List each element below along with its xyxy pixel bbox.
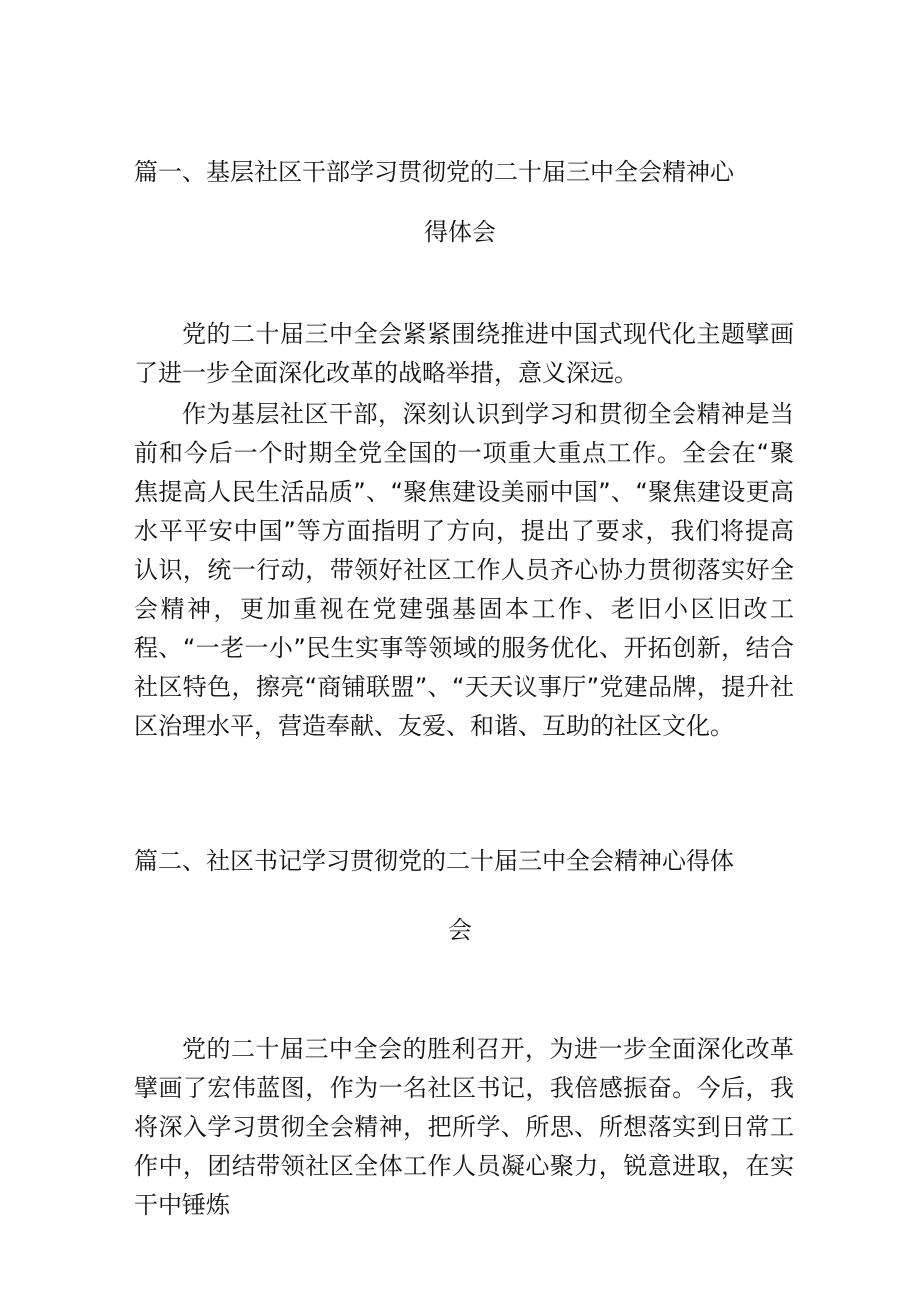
section2-paragraph-1: 党的二十届三中全会的胜利召开，为进一步全面深化改革擘画了宏伟蓝图，作为一名社区书记，我倍感振奋。今后，我将深入学习贯彻全会精神，把所学、所思、所想落实到日常工作中，团结带领社区全体工作人员凝心聚力，锐意进取，在实干中锤炼 bbox=[134, 1035, 794, 1219]
section1-title-line2: 得体会 bbox=[424, 218, 496, 246]
section1-title-line1: 篇一、基层社区干部学习贯彻党的二十届三中全会精神心 bbox=[134, 158, 734, 186]
section1-paragraph-1: 党的二十届三中全会紧紧围绕推进中国式现代化主题擘画了进一步全面深化改革的战略举措，意义深远。 bbox=[134, 320, 794, 387]
section2-title-line2: 会 bbox=[448, 916, 472, 944]
section1-paragraph-2: 作为基层社区干部，深刻认识到学习和贯彻全会精神是当前和今后一个时期全党全国的一项重大重点工作。全会在“聚焦提高人民生活品质”、“聚焦建设美丽中国”、“聚焦建设更高水平平安中国”等方面指明了方向，提出了要求，我们将提高认识，统一行动，带领好社区工作人员齐心协力贯彻落实好全会精神，更加重视在党建强基固本工作、老旧小区旧改工程、“一老一小”民生实事等领域的服务优化、开拓创新，结合社区特色，擦亮“商铺联盟”、“天天议事厅”党建品牌，提升社区治理水平，营造奉献、友爱、和谐、互助的社区文化。 bbox=[134, 400, 794, 740]
section2-title-line1: 篇二、社区书记学习贯彻党的二十届三中全会精神心得体 bbox=[134, 847, 734, 875]
